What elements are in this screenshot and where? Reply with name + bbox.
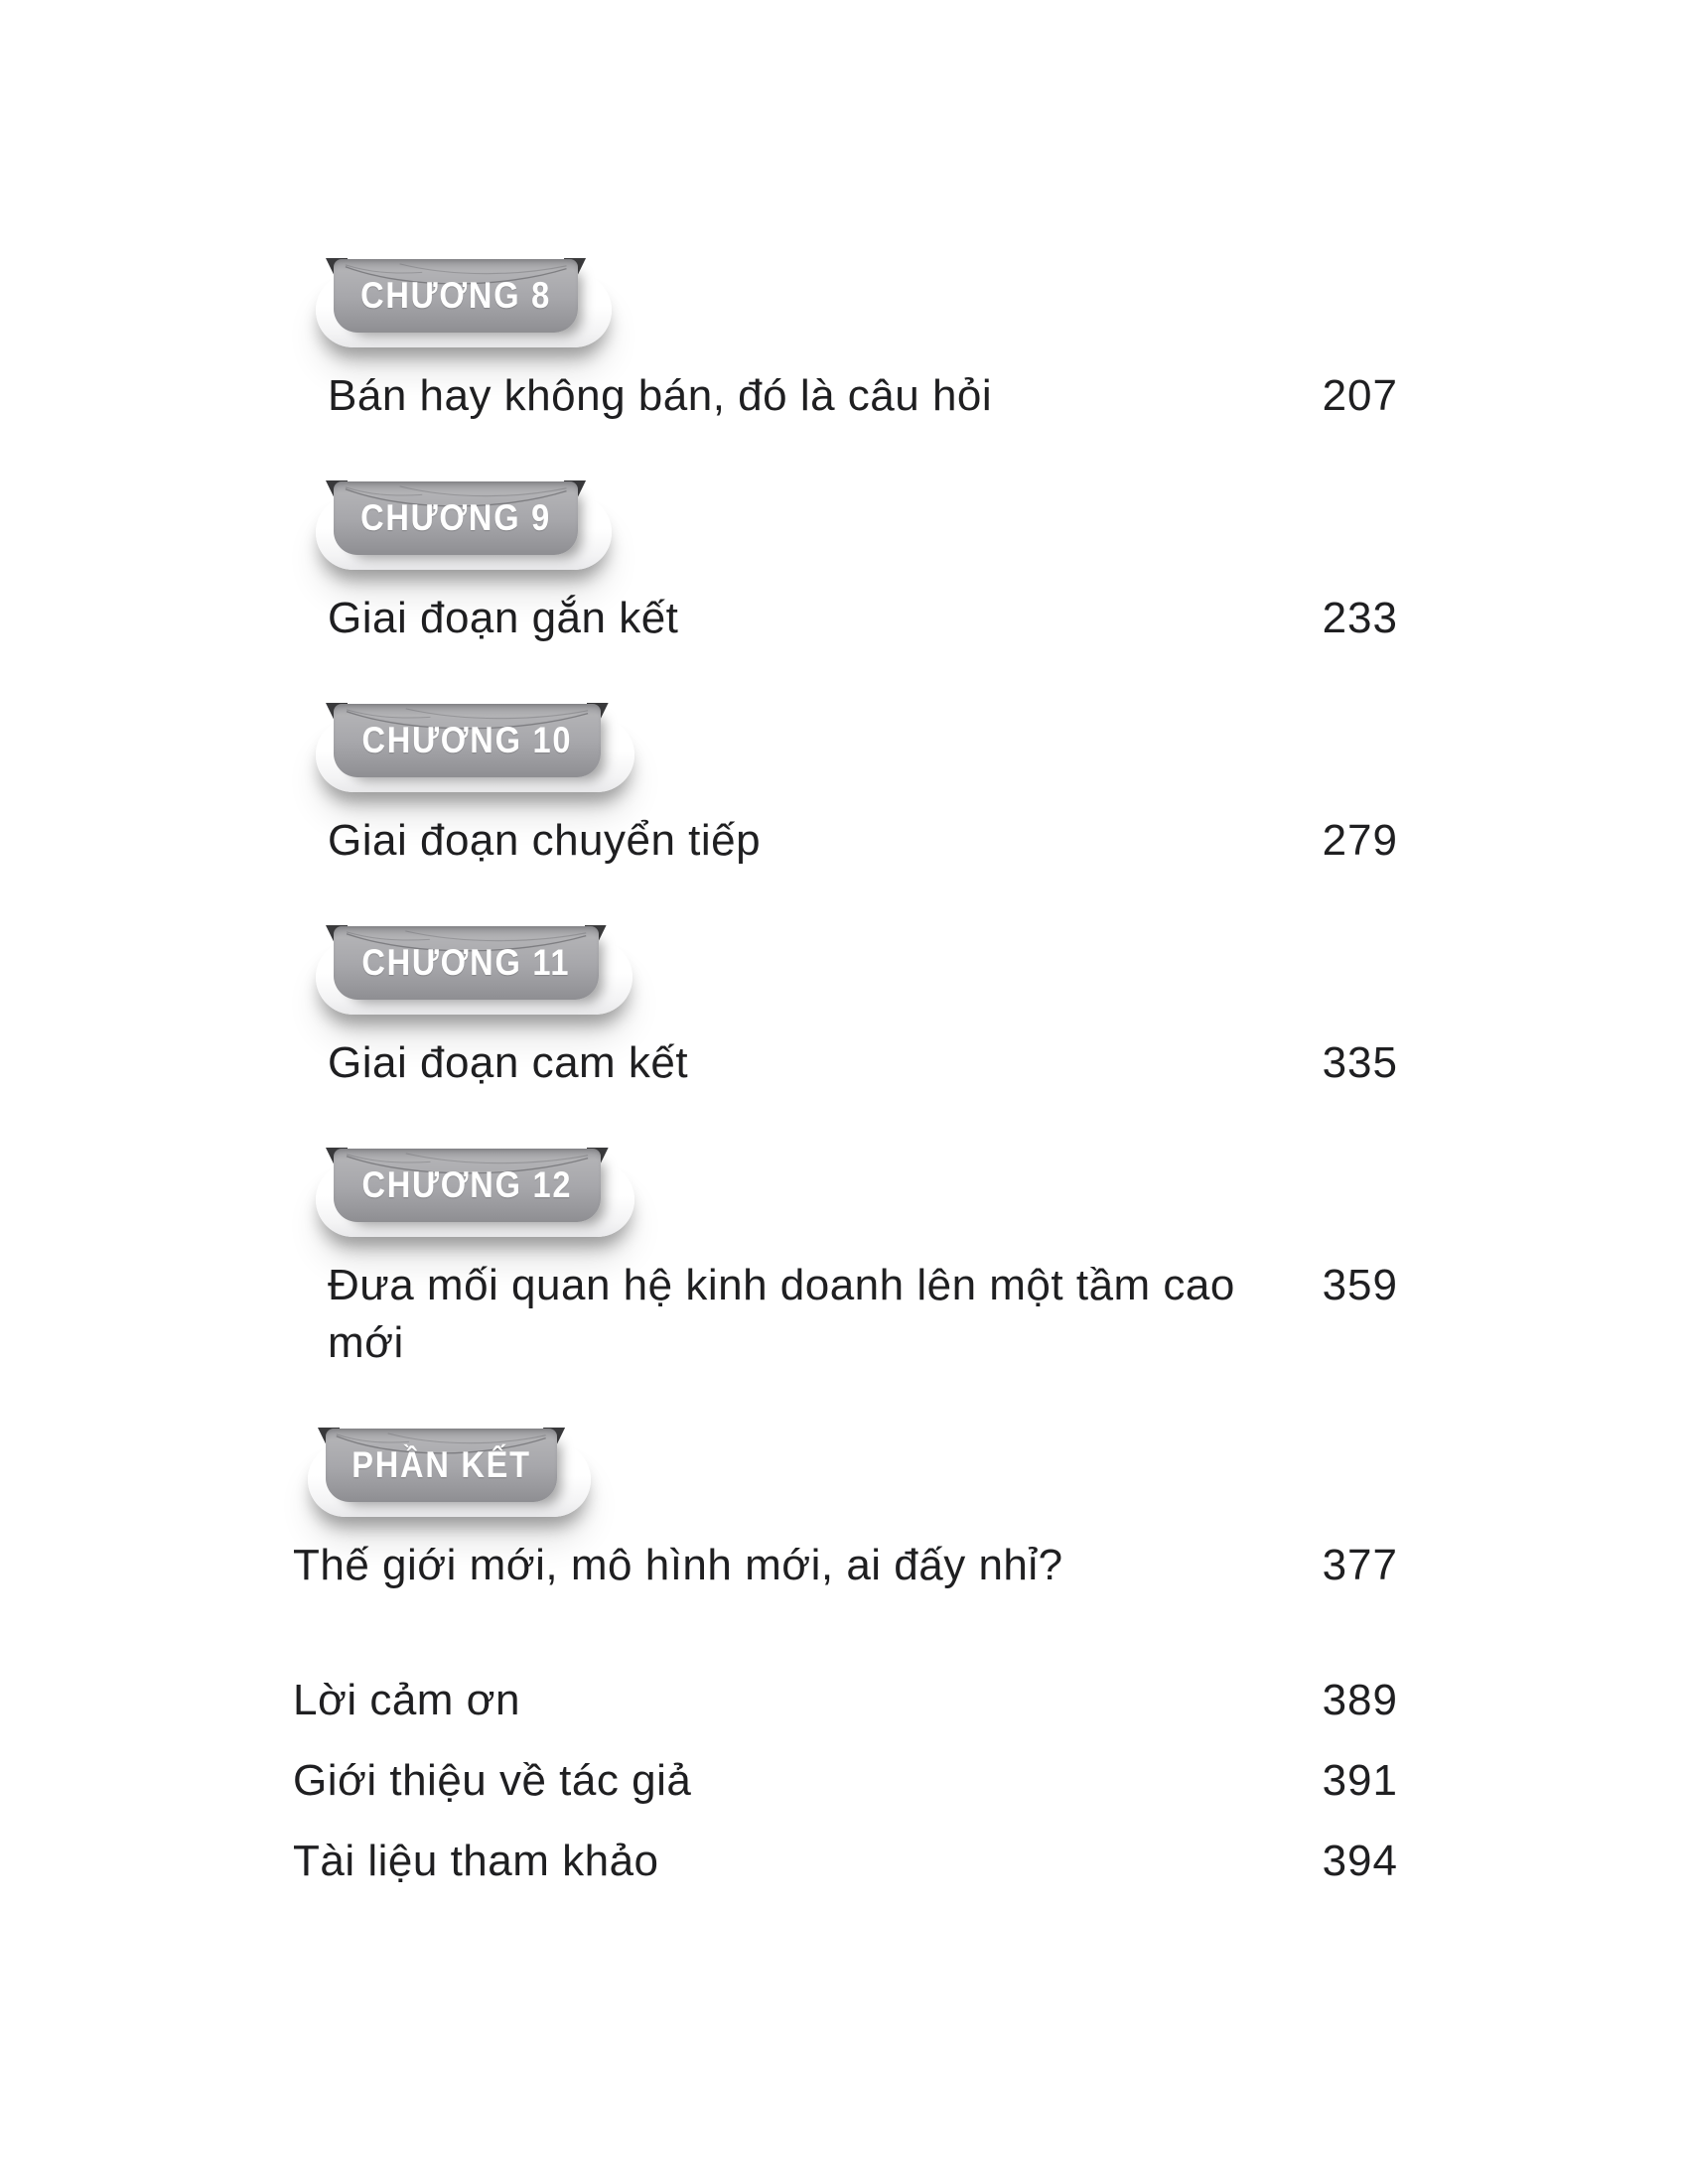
toc-entry-epilogue	[293, 1429, 1398, 1594]
badge-flag	[334, 481, 578, 555]
toc-entry-chapter-11	[328, 926, 1398, 1092]
chapter-badge	[334, 259, 578, 333]
toc-row	[328, 367, 1398, 425]
back-matter-page-number: 391	[1322, 1756, 1398, 1805]
chapter-title: Giai đoạn gắn kết	[328, 594, 679, 642]
back-matter-title: Tài liệu tham khảo	[293, 1837, 659, 1885]
chapter-badge-label: PHẦN KẾT	[352, 1444, 531, 1485]
toc-row	[293, 1752, 1398, 1810]
chapter-badge-label: CHƯƠNG 8	[360, 275, 551, 316]
chapter-badge-label: CHƯƠNG 11	[361, 942, 571, 983]
toc-row	[328, 1257, 1398, 1372]
chapter-badge-label: CHƯƠNG 9	[360, 497, 551, 538]
toc-entry-chapter-9	[328, 481, 1398, 647]
badge-flag	[326, 1429, 557, 1502]
chapter-badge	[334, 704, 601, 777]
chapter-page-number: 279	[1322, 816, 1398, 865]
toc-row	[328, 590, 1398, 647]
toc-row	[328, 1034, 1398, 1092]
toc-entry-chapter-8	[328, 259, 1398, 425]
back-matter-page-number: 394	[1322, 1837, 1398, 1885]
chapter-page-number: 207	[1322, 371, 1398, 420]
toc-row	[328, 812, 1398, 870]
toc-row	[293, 1672, 1398, 1729]
chapter-badge-label: CHƯƠNG 12	[361, 1164, 573, 1205]
chapter-title: Đưa mối quan hệ kinh doanh lên một tầm cao mới	[328, 1261, 1235, 1367]
back-matter-page-number: 389	[1322, 1676, 1398, 1724]
chapter-badge	[326, 1429, 557, 1502]
badge-flag	[334, 259, 578, 333]
chapter-title: Giai đoạn chuyển tiếp	[328, 816, 762, 865]
badge-flag	[334, 926, 599, 1000]
chapter-page-number: 335	[1322, 1038, 1398, 1087]
badge-flag	[334, 704, 601, 777]
back-matter-list	[293, 1672, 1398, 1890]
toc-row	[293, 1537, 1398, 1594]
chapter-badge	[334, 481, 578, 555]
back-matter-title: Lời cảm ơn	[293, 1676, 520, 1724]
chapter-title: Giai đoạn cam kết	[328, 1038, 689, 1087]
chapter-page-number: 377	[1322, 1541, 1398, 1589]
toc-entry-chapter-12	[328, 1149, 1398, 1372]
chapter-title: Bán hay không bán, đó là câu hỏi	[328, 371, 993, 420]
chapter-page-number: 359	[1322, 1261, 1398, 1309]
toc-entry-chapter-10	[328, 704, 1398, 870]
back-matter-title: Giới thiệu về tác giả	[293, 1756, 692, 1805]
chapter-badge-label: CHƯƠNG 10	[361, 720, 573, 760]
chapter-badge	[334, 926, 599, 1000]
chapter-page-number: 233	[1322, 594, 1398, 642]
table-of-contents	[293, 259, 1398, 1890]
badge-flag	[334, 1149, 601, 1222]
chapter-title: Thế giới mới, mô hình mới, ai đấy nhỉ?	[293, 1541, 1063, 1589]
chapter-badge	[334, 1149, 601, 1222]
toc-row	[293, 1833, 1398, 1890]
